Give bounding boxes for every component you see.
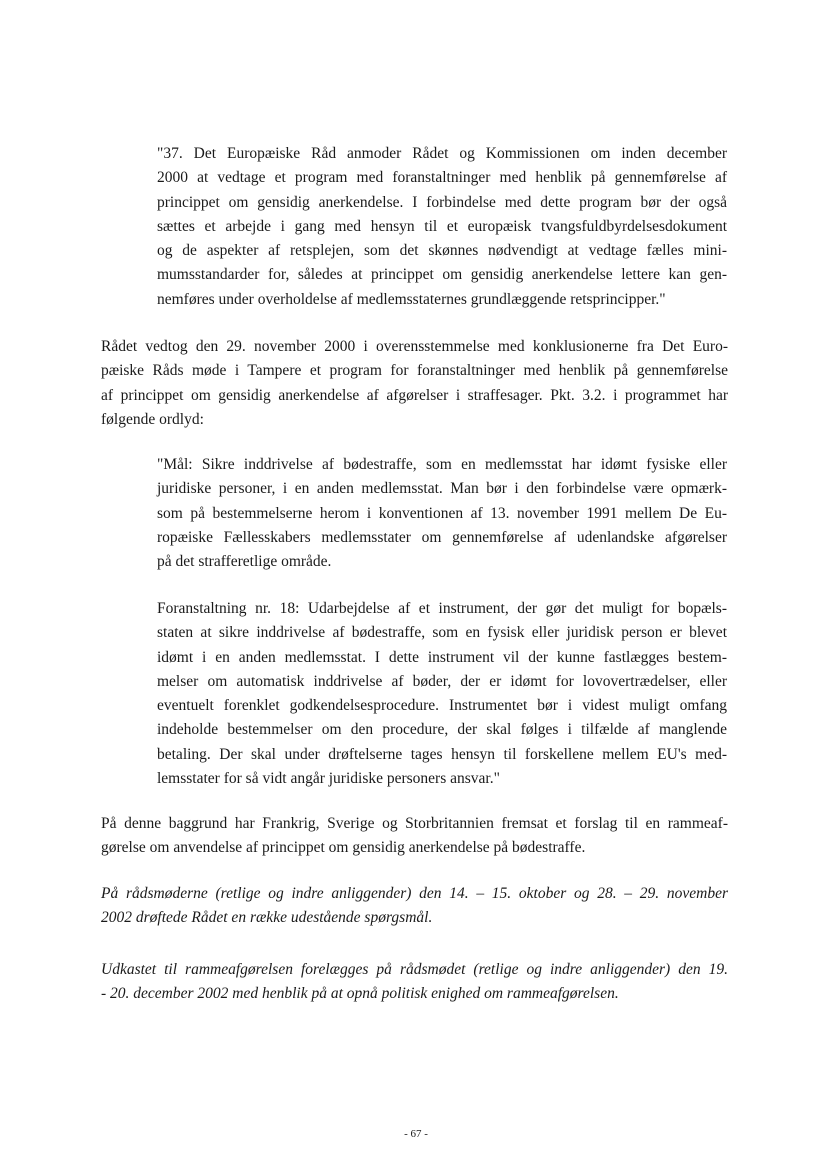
text-line: staten at sikre inddrivelse af bødestraffe, som en fysisk eller juridisk person er blevet — [157, 624, 727, 642]
text-line: eventuelt forenklet godkendelsesprocedure. Instrumentet bør i videst muligt omfang — [157, 697, 727, 715]
text-line: af princippet om gensidig anerkendelse af afgørelser i straffesager. Pkt. 3.2. i programmet har — [101, 386, 728, 404]
text-line: sættes et arbejde i gang med hensyn til et europæisk tvangsfuldbyrdelsesdokument — [157, 217, 727, 235]
text-line: som på bestemmelserne herom i konventionen af 13. november 1991 mellem De Eu- — [157, 504, 727, 522]
text-line: betaling. Der skal under drøftelserne tages hensyn til forskellene mellem EU's med- — [157, 745, 727, 763]
text-line: - 20. december 2002 med henblik på at opnå politisk enighed om rammeafgørelsen. — [101, 985, 619, 1003]
text-line: "37. Det Europæiske Råd anmoder Rådet og Kommissionen om inden december — [157, 145, 727, 162]
text-line: princippet om gensidig anerkendelse. I forbindelse med dette program bør der også — [157, 193, 727, 211]
text-line: ropæiske Fællesskabers medlemsstater om gennemførelse af udenlandske afgørelser — [157, 528, 727, 546]
text-line: 2002 drøftede Rådet en række udestående spørgsmål. — [101, 909, 433, 927]
paragraph-udkastet — [101, 958, 728, 1007]
text-line: melser om automatisk inddrivelse af bøder, der er idømt for lovovertrædelser, eller — [157, 672, 727, 690]
quote-article-37 — [157, 142, 727, 312]
text-line: nemføres under overholdelse af medlemsstaternes grundlæggende retsprincipper." — [157, 290, 666, 308]
text-line: 2000 at vedtage et program med foranstaltninger med henblik på gennemførelse af — [157, 169, 727, 187]
text-line: Rådet vedtog den 29. november 2000 i overensstemmelse med konklusionerne fra Det Euro- — [101, 338, 728, 355]
text-line: På denne baggrund har Frankrig, Sverige og Storbritannien fremsat et forslag til en rammeaf- — [101, 815, 728, 832]
text-line: Udkastet til rammeafgørelsen forelægges på rådsmødet (retlige og indre anliggender) den 19. — [101, 961, 728, 978]
text-line: og de aspekter af retsplejen, som det skønnes nødvendigt at vedtage fælles mini- — [157, 242, 727, 260]
text-line: idømt i en anden medlemsstat. I dette instrument vil der kunne fastlægges bestem- — [157, 648, 727, 666]
text-line: "Mål: Sikre inddrivelse af bødestraffe, som en medlemsstat har idømt fysiske eller — [157, 456, 727, 473]
text-line: juridiske personer, i en anden medlemsstat. Man bør i den forbindelse være opmærk- — [157, 480, 727, 498]
text-line: på det strafferetlige område. — [157, 553, 332, 571]
text-line: På rådsmøderne (retlige og indre anliggender) den 14. – 15. oktober og 28. – 29. november — [101, 885, 728, 902]
text-line: mumsstandarder for, således at princippet om gensidig anerkendelse lettere kan gen- — [157, 266, 727, 284]
text-line: indeholde bestemmelser om den procedure, der skal følges i tilfælde af manglende — [157, 721, 727, 739]
text-line: gørelse om anvendelse af princippet om gensidig anerkendelse på bødestraffe. — [101, 839, 586, 857]
text-line: følgende ordlyd: — [101, 410, 204, 428]
page-number: - 67 - — [404, 1128, 428, 1140]
text-line: Foranstaltning nr. 18: Udarbejdelse af et instrument, der gør det muligt for bopæls- — [157, 600, 727, 617]
text-line: pæiske Råds møde i Tampere et program for foranstaltninger med henblik på gennemførelse — [101, 362, 728, 380]
quote-maal — [157, 453, 727, 574]
quote-foranstaltning-18 — [157, 597, 727, 791]
text-line: lemsstater for så vidt angår juridiske personers ansvar." — [157, 770, 500, 788]
paragraph-baggrund — [101, 812, 728, 861]
paragraph-raadet-vedtog — [101, 335, 728, 432]
paragraph-raadsmoederne — [101, 882, 728, 931]
